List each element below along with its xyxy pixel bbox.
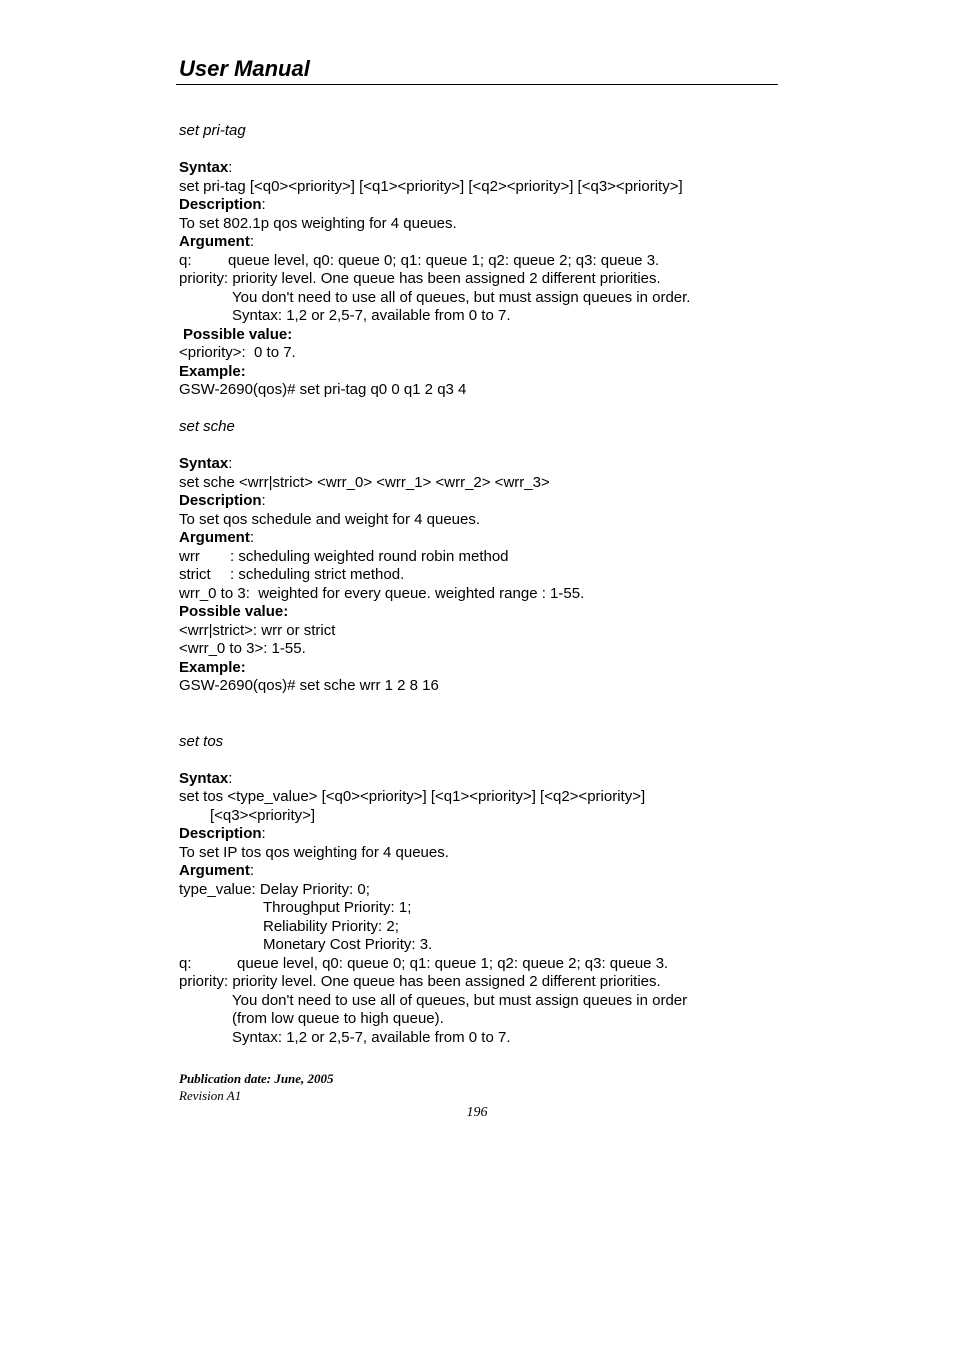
syntax-text-continued: [<q3><priority>]: [210, 806, 316, 824]
argument-note: Syntax: 1,2 or 2,5-7, available from 0 to 7.: [232, 307, 511, 324]
argument-text: wrr_0 to 3: weighted for every queue. weighted range : 1-55.: [179, 584, 585, 602]
example-text: GSW-2690(qos)# set sche wrr 1 2 8 16: [179, 677, 439, 694]
example-label: Example:: [179, 362, 246, 380]
description-label: Description: [179, 825, 262, 842]
argument-type-value: Reliability Priority: 2;: [263, 917, 399, 935]
argument-type-value: type_value: Delay Priority: 0;: [179, 880, 370, 898]
command-heading-pri-tag: set pri-tag: [179, 122, 246, 139]
syntax-label: Syntax: [179, 455, 229, 472]
argument-note: Syntax: 1,2 or 2,5-7, available from 0 to 7.: [232, 1028, 511, 1046]
description-label: Description: [179, 492, 262, 509]
command-heading-tos: set tos: [179, 732, 224, 750]
argument-text: queue level, q0: queue 0; q1: queue 1; q2: queue 2; q3: queue 3.: [237, 954, 669, 972]
argument-type-value: Monetary Cost Priority: 3.: [263, 936, 433, 953]
argument-text: queue level, q0: queue 0; q1: queue 1; q2: queue 2; q3: queue 3.: [228, 251, 660, 269]
publication-date: Publication date: June, 2005: [179, 1071, 334, 1086]
argument-text: : scheduling weighted round robin method: [230, 547, 509, 565]
manual-body: set pri-tag Syntax: set pri-tag [<q0><priority>] [<q1><priority>] [<q2><priority>] [<q3><priority>] Description: To set 802.1p qos weighting for 4 queues. Argument: q: queue level, q0: queue 0; q1: queue 1; q2: queue 2; q3: queue 3. priority: priority level. One queue has been assigned 2 different priorities. You don't need to use all of queues, but must assign queues in order. Syntax: 1,2 or 2,5-7, available from 0 to 7. Possible value: <priority>: 0 to 7. Example: GSW-2690(qos)# set pri-tag q0 0 q1 2 q3 4 set sche Syntax: set sche <wrr|strict> <wrr_0> <wrr_1> <wrr_2> <wrr_3> Description: To set qos schedule and weight for 4 queues. Argument: wrr : scheduling weighted round robin method strict : scheduling strict method. wrr_0 to 3: weighted for every queue. weighted range : 1-55. Possible value: <wrr|strict>: wrr or strict <wrr_0 to 3>: 1-55. Example: GSW-2690(qos)# set sche wrr 1 2 8 16 set tos Syntax: set tos <type_value> [<q0><priority>] [<q1><priority>] [<q2><priority>] [<q3><priority>] Description: To set IP tos qos weighting for 4 queues. Argument: type_value: Delay Priority: 0; Throughput Priority: 1; Reliability Priority: 2; Monetary Cost Priority: 3. q: queue level, q0: queue 0; q1: queue 1; q2: queue 2; q3: queue 3. priority: priority level. One queue has been assigned 2 different priorities. You don't need to use all of queues, but must assign queues in order (from low queue to high queue). Syntax: 1,2 or 2,5-7, available from 0 to 7.: [179, 122, 779, 1047]
argument-text: : scheduling strict method.: [230, 566, 405, 583]
description-text: To set 802.1p qos weighting for 4 queues.: [179, 214, 457, 232]
possible-value-text: <wrr|strict>: wrr or strict: [179, 621, 336, 639]
argument-key: q:: [179, 251, 192, 269]
description-label: Description: [179, 196, 262, 213]
syntax-text: set tos <type_value> [<q0><priority>] [<q1><priority>] [<q2><priority>]: [179, 788, 646, 805]
argument-priority: priority: priority level. One queue has been assigned 2 different priorities.: [179, 973, 661, 990]
revision: Revision A1: [179, 1087, 242, 1103]
argument-note: You don't need to use all of queues, but must assign queues in order.: [232, 288, 691, 306]
syntax-text: set sche <wrr|strict> <wrr_0> <wrr_1> <wrr_2> <wrr_3>: [179, 473, 550, 491]
argument-label: Argument: [179, 529, 250, 546]
header-divider: [176, 84, 778, 85]
command-heading-sche: set sche: [179, 418, 235, 435]
syntax-text: set pri-tag [<q0><priority>] [<q1><priority>] [<q2><priority>] [<q3><priority>]: [179, 177, 683, 195]
syntax-label: Syntax: [179, 769, 229, 787]
argument-label: Argument: [179, 233, 250, 250]
argument-label: Argument: [179, 862, 250, 879]
argument-key: q:: [179, 954, 192, 972]
argument-note: You don't need to use all of queues, but must assign queues in order: [232, 991, 688, 1009]
description-text: To set IP tos qos weighting for 4 queues.: [179, 843, 449, 861]
page-header-title: User Manual: [179, 56, 310, 81]
page-footer: [179, 1071, 334, 1104]
description-text: To set qos schedule and weight for 4 queues.: [179, 510, 481, 528]
argument-key: strict: [179, 566, 211, 583]
page-number: 196: [466, 1105, 488, 1120]
possible-value-text: <priority>: 0 to 7.: [179, 344, 296, 361]
argument-key: wrr: [179, 547, 200, 565]
argument-priority: priority: priority level. One queue has been assigned 2 different priorities.: [179, 270, 661, 287]
example-text: GSW-2690(qos)# set pri-tag q0 0 q1 2 q3 4: [179, 381, 467, 398]
possible-value-text: <wrr_0 to 3>: 1-55.: [179, 640, 306, 657]
argument-note: (from low queue to high queue).: [232, 1010, 444, 1027]
argument-type-value: Throughput Priority: 1;: [263, 899, 412, 916]
possible-value-label: Possible value:: [183, 325, 293, 343]
syntax-label: Syntax: [179, 159, 229, 176]
example-label: Example:: [179, 658, 246, 676]
possible-value-label: Possible value:: [179, 603, 289, 620]
